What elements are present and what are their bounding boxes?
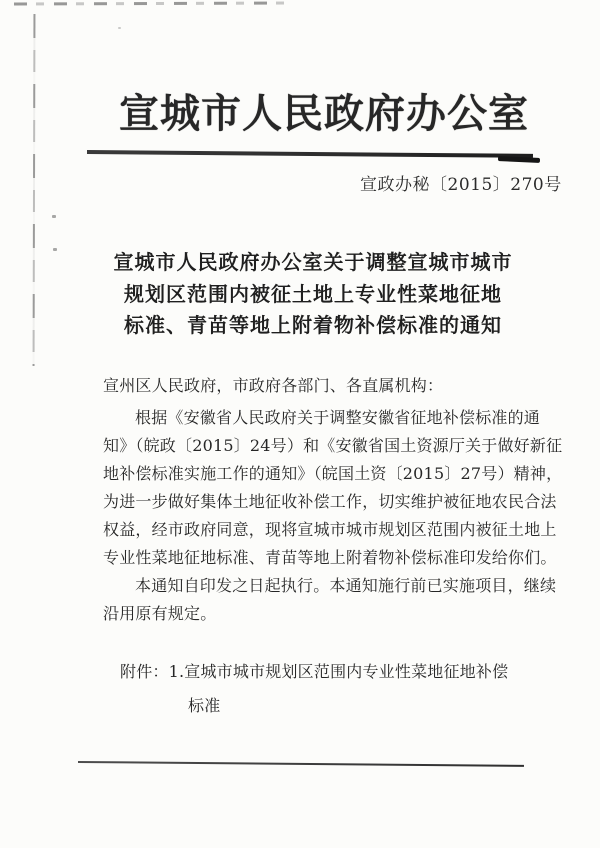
text-line: 规划区范围内被征土地上专业性菜地征地 [124, 281, 502, 306]
text-line: 地补偿标准实施工作的通知》（皖国土资〔2015〕27号）精神， [103, 464, 563, 483]
text-line: 宣城市人民政府办公室关于调整宣城市城市 [113, 250, 513, 274]
text-line: 标准 [188, 696, 221, 715]
paragraph-2 [103, 572, 557, 628]
text-line: 知》（皖政〔2015〕24号）和《安徽省国土资源厅关于做好新征 [103, 436, 563, 455]
attachment-list [103, 655, 541, 723]
text-line: 本通知自印发之日起执行。本通知施行前已实施项目，继续 [135, 576, 557, 595]
text-line: 专业性菜地征地标准、青苗等地上附着物补偿标准印发给你们。 [103, 548, 557, 567]
document-number: 宣政办秘〔2015〕270号 [360, 175, 562, 195]
text-line: 根据《安徽省人民政府关于调整安徽省征地补偿标准的通 [135, 408, 541, 427]
footer-rule [78, 761, 524, 767]
text-line: 附件：1.宣城市城市规划区范围内专业性菜地征地补偿 [120, 662, 509, 681]
header-rule [87, 150, 533, 158]
text-line: 为进一步做好集体土地征收补偿工作，切实维护被征地农民合法 [103, 492, 557, 511]
salutation-line: 宣州区人民政府，市政府各部门、各直属机构： [103, 376, 444, 395]
issuing-office-title: 宣城市人民政府办公室 [119, 90, 529, 137]
header-rule-tail [498, 156, 540, 163]
scan-artifact-left-streak [33, 14, 36, 366]
text-line: 标准、青苗等地上附着物补偿标准的通知 [124, 313, 502, 337]
document-title [43, 247, 583, 342]
text-line: 沿用原有规定。 [103, 604, 217, 623]
paragraph-1 [103, 404, 563, 572]
text-line: 权益，经市政府同意，现将宣城市城市规划区范围内被征土地上 [103, 520, 557, 539]
scan-speck [52, 215, 56, 218]
scan-speck [118, 27, 121, 29]
document-body [103, 372, 563, 723]
scan-artifact-top-smudge [14, 2, 292, 6]
